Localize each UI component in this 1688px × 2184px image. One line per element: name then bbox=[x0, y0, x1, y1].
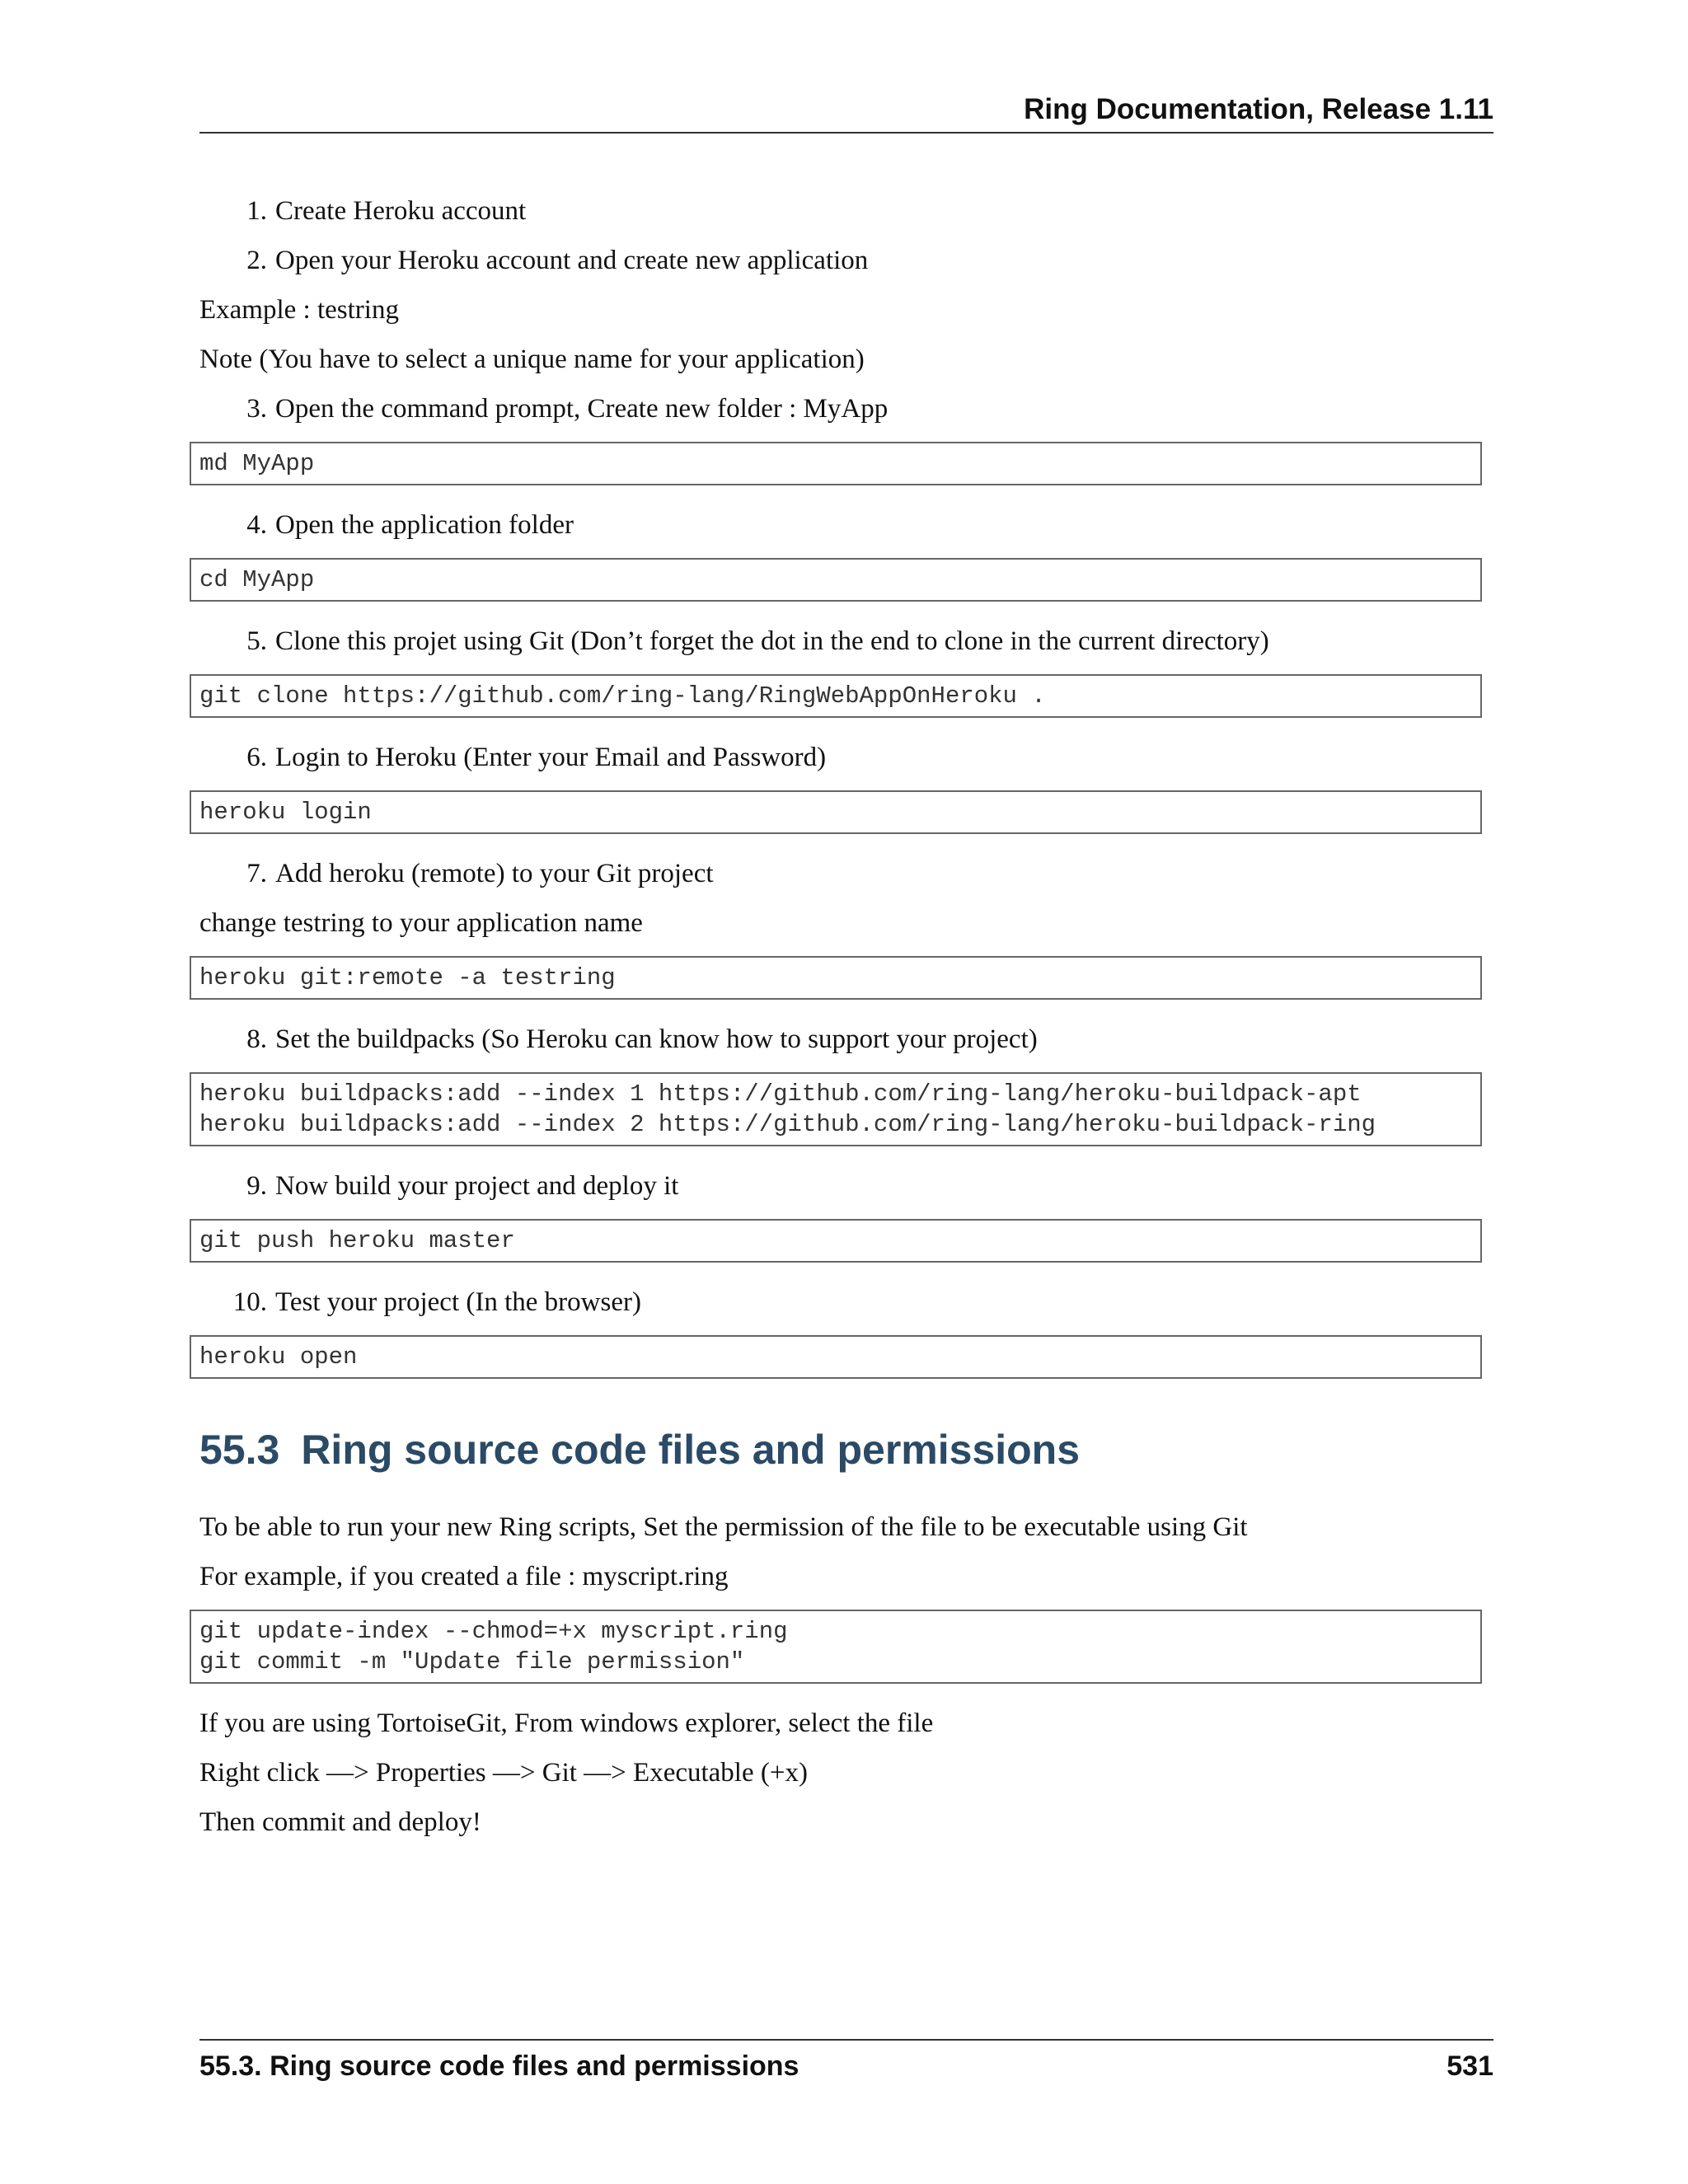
section-title: Ring source code files and permissions bbox=[301, 1427, 1081, 1473]
code-line: md MyApp bbox=[199, 450, 315, 477]
page-header bbox=[199, 92, 1493, 134]
code-block-md bbox=[190, 442, 1482, 485]
code-line: git clone https://github.com/ring-lang/RingWebAppOnHeroku . bbox=[199, 682, 1046, 710]
step-7 bbox=[199, 857, 1493, 890]
code-block-push bbox=[190, 1219, 1482, 1263]
step-number: 1. bbox=[246, 196, 267, 226]
step-text: Login to Heroku (Enter your Email and Password) bbox=[275, 743, 827, 772]
step-number: 2. bbox=[246, 246, 267, 275]
example-paragraph: Example : testring bbox=[199, 295, 399, 325]
code-block-cd bbox=[190, 558, 1482, 602]
code-block-clone bbox=[190, 674, 1482, 718]
step-number: 10. bbox=[232, 1287, 267, 1317]
step-number: 4. bbox=[246, 510, 267, 540]
code-block-remote bbox=[190, 956, 1482, 1000]
section-paragraph-2: For example, if you created a file : myscript.ring bbox=[199, 1562, 729, 1591]
footer-section-label: 55.3. Ring source code files and permissions bbox=[199, 2050, 799, 2082]
code-block-open bbox=[190, 1335, 1482, 1379]
step-number: 9. bbox=[246, 1171, 267, 1201]
step-2 bbox=[199, 244, 1493, 277]
code-line: heroku open bbox=[199, 1343, 358, 1371]
step-number: 7. bbox=[246, 859, 267, 888]
step-text: Set the buildpacks (So Heroku can know how to support your project) bbox=[275, 1024, 1038, 1054]
step-text: Create Heroku account bbox=[275, 196, 527, 226]
code-line: heroku login bbox=[199, 799, 372, 826]
step-text: Add heroku (remote) to your Git project bbox=[275, 859, 714, 888]
step-number: 3. bbox=[246, 394, 267, 424]
code-block-chmod bbox=[190, 1610, 1482, 1684]
step-6 bbox=[199, 741, 1493, 774]
page-number: 531 bbox=[1447, 2050, 1493, 2082]
header-title: Ring Documentation, Release 1.11 bbox=[1024, 93, 1493, 125]
step-text: Now build your project and deploy it bbox=[275, 1171, 679, 1201]
step-10 bbox=[199, 1286, 1493, 1319]
step-1 bbox=[199, 194, 1493, 227]
page-content bbox=[199, 194, 1493, 1855]
code-line: cd MyApp bbox=[199, 566, 315, 593]
page-footer bbox=[199, 2039, 1493, 2090]
step-4 bbox=[199, 509, 1493, 541]
section-paragraph-5: Then commit and deploy! bbox=[199, 1807, 481, 1837]
step-text: Open the command prompt, Create new folder : MyApp bbox=[275, 394, 889, 424]
section-number: 55.3 bbox=[199, 1427, 280, 1473]
step-5 bbox=[199, 625, 1493, 658]
code-line: git update-index --chmod=+x myscript.ring bbox=[199, 1618, 788, 1645]
section-paragraph-3: If you are using TortoiseGit, From windows explorer, select the file bbox=[199, 1708, 934, 1738]
change-paragraph: change testring to your application name bbox=[199, 908, 643, 938]
step-3 bbox=[199, 392, 1493, 425]
step-8 bbox=[199, 1023, 1493, 1056]
section-paragraph-1: To be able to run your new Ring scripts, Set the permission of the file to be executable using Git bbox=[199, 1512, 1248, 1542]
code-line: git push heroku master bbox=[199, 1227, 515, 1254]
code-block-buildpacks bbox=[190, 1072, 1482, 1146]
step-9 bbox=[199, 1169, 1493, 1202]
step-text: Clone this projet using Git (Don’t forget the dot in the end to clone in the current directory) bbox=[275, 626, 1269, 656]
code-block-login bbox=[190, 790, 1482, 834]
code-line: git commit -m "Update file permission" bbox=[199, 1648, 745, 1675]
code-line: heroku buildpacks:add --index 2 https://github.com/ring-lang/heroku-buildpack-ring bbox=[199, 1111, 1376, 1138]
step-number: 8. bbox=[246, 1024, 267, 1054]
step-text: Open the application folder bbox=[275, 510, 574, 540]
section-heading bbox=[199, 1425, 1493, 1474]
note-paragraph: Note (You have to select a unique name for your application) bbox=[199, 344, 865, 374]
code-line: heroku buildpacks:add --index 1 https://github.com/ring-lang/heroku-buildpack-apt bbox=[199, 1080, 1362, 1108]
step-text: Open your Heroku account and create new application bbox=[275, 246, 869, 275]
step-text: Test your project (In the browser) bbox=[275, 1287, 641, 1317]
step-number: 5. bbox=[246, 626, 267, 656]
section-paragraph-4: Right click —> Properties —> Git —> Executable (+x) bbox=[199, 1758, 808, 1788]
step-number: 6. bbox=[246, 743, 267, 772]
code-line: heroku git:remote -a testring bbox=[199, 964, 616, 991]
